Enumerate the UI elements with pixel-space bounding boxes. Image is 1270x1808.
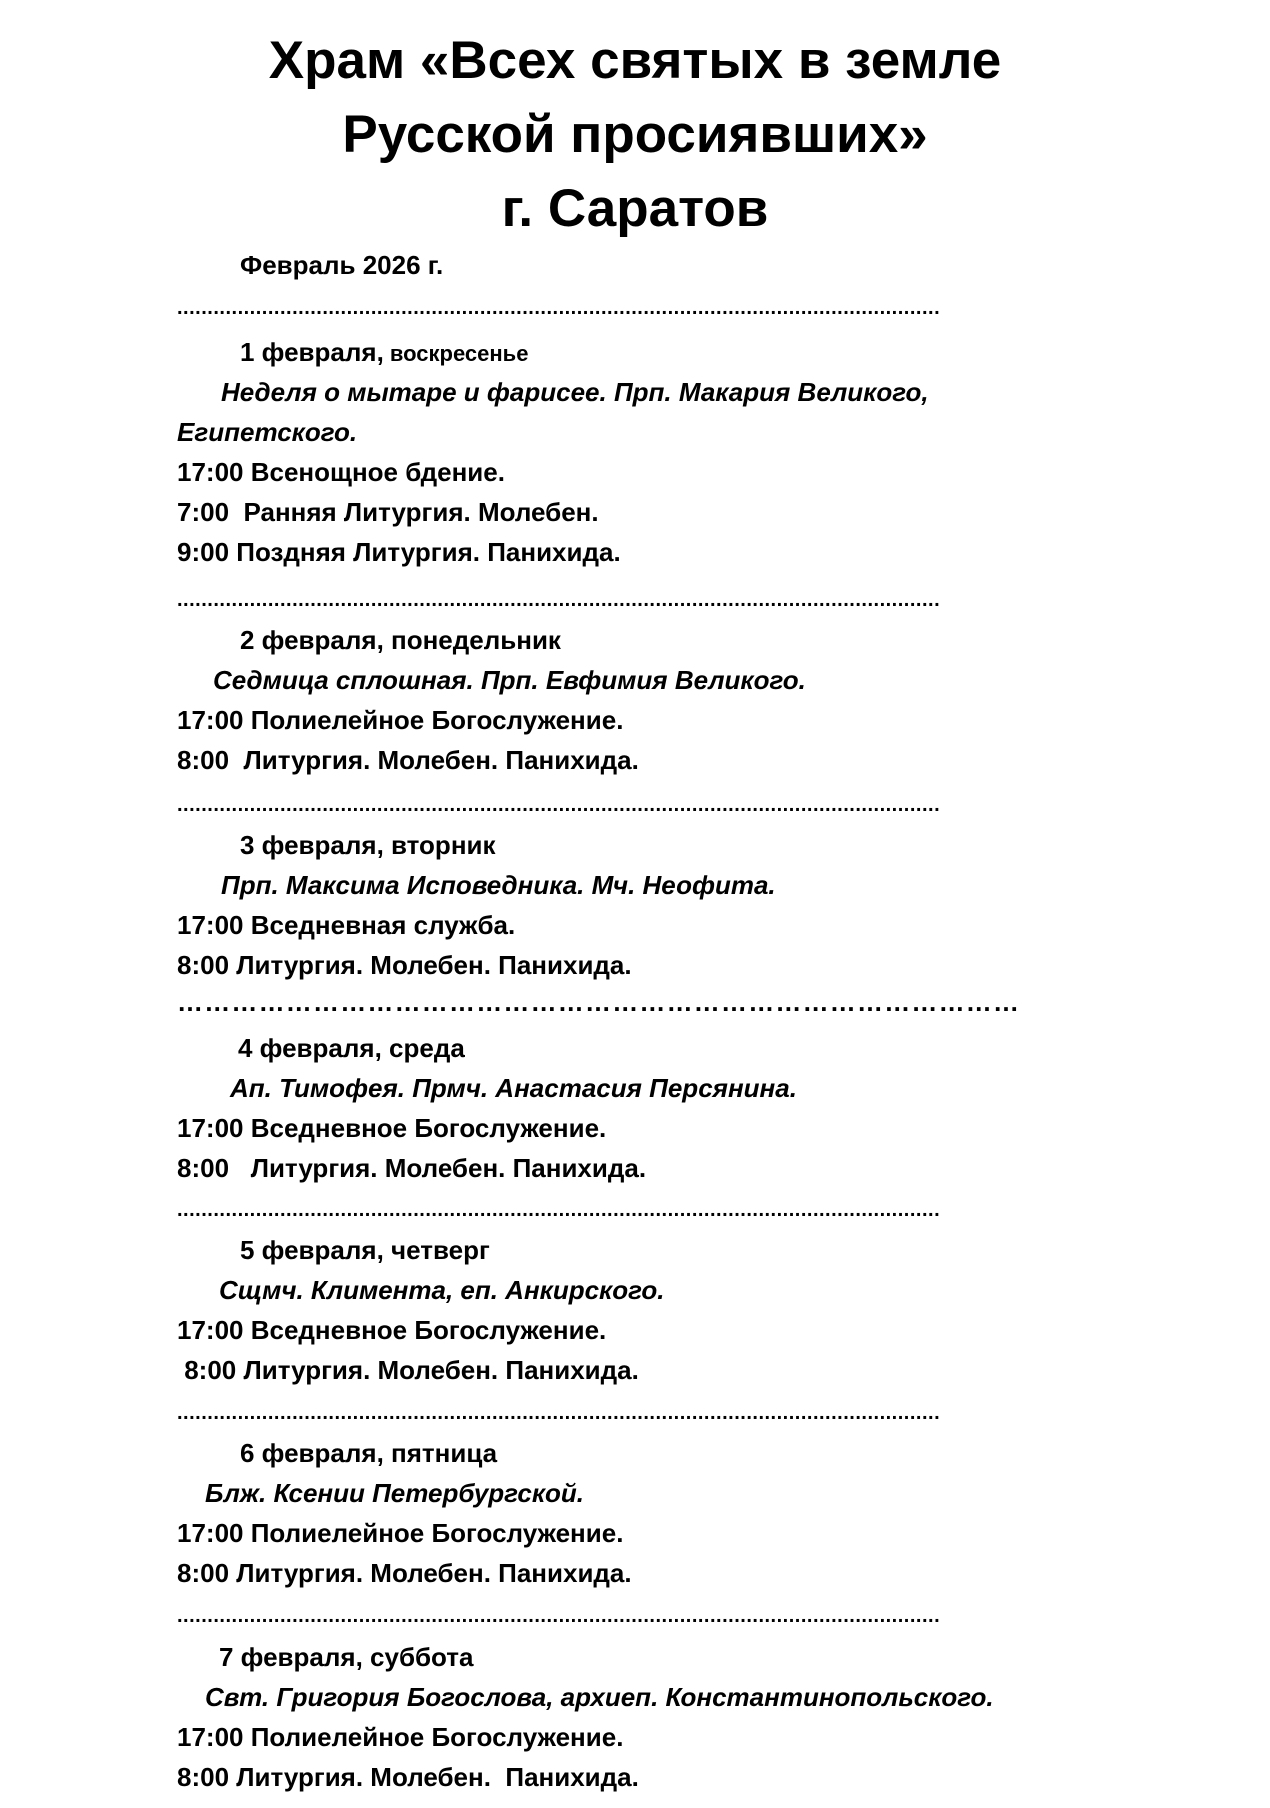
service-line: 8:00 Литургия. Молебен. Панихида. xyxy=(177,950,632,980)
day-date xyxy=(177,825,776,865)
day-date xyxy=(177,1230,664,1270)
separator: .............................................................................................................................. xyxy=(177,590,941,610)
separator: ………………………………………………………………………………… xyxy=(177,992,1021,1012)
date-text: 2 февраля, xyxy=(240,625,384,655)
service-line: 8:00 Литургия. Молебен. Панихида. xyxy=(177,1762,639,1792)
day-block-3 xyxy=(177,825,776,985)
service-line: 8:00 Литургия. Молебен. Панихида. xyxy=(177,1558,632,1588)
feast-line: Неделя о мытаре и фарисее. Прп. Макария Великого, xyxy=(221,377,929,407)
service-line: 8:00 Литургия. Молебен. Панихида. xyxy=(177,745,639,775)
day-block-6 xyxy=(177,1433,632,1593)
day-date xyxy=(177,1433,632,1473)
separator: .............................................................................................................................. xyxy=(177,1403,941,1423)
day-block-7 xyxy=(177,1637,994,1797)
weekday-text: понедельник xyxy=(383,625,561,655)
weekday-text: вторник xyxy=(383,830,496,860)
feast-line: Свт. Григория Богослова, архиеп. Константинопольского. xyxy=(205,1682,994,1712)
title-line-3: г. Саратов xyxy=(501,179,769,238)
date-text: 3 февраля, xyxy=(240,830,384,860)
date-text: 5 февраля, xyxy=(240,1235,384,1265)
day-block-5 xyxy=(177,1230,664,1390)
weekday-text: среда xyxy=(381,1033,465,1063)
weekday-text: пятница xyxy=(383,1438,498,1468)
service-line: 17:00 Вседневное Богослужение. xyxy=(177,1315,607,1345)
service-line: 17:00 Полиелейное Богослужение. xyxy=(177,1722,624,1752)
day-block-1 xyxy=(177,332,929,572)
date-text: 6 февраля, xyxy=(240,1438,384,1468)
service-line: 17:00 Полиелейное Богослужение. xyxy=(177,705,624,735)
feast-line: Блж. Ксении Петербургской. xyxy=(205,1478,585,1508)
service-line: 8:00 Литургия. Молебен. Панихида. xyxy=(177,1153,647,1183)
service-line: 7:00 Ранняя Литургия. Молебен. xyxy=(177,497,599,527)
separator: .............................................................................................................................. xyxy=(177,795,941,815)
weekday-text: воскресенье xyxy=(383,341,529,366)
service-line: 17:00 Вседневное Богослужение. xyxy=(177,1113,607,1143)
day-date xyxy=(177,1637,994,1677)
day-date xyxy=(177,332,929,372)
day-date xyxy=(177,1028,797,1068)
separator: .............................................................................................................................. xyxy=(177,298,941,318)
weekday-text: суббота xyxy=(362,1642,474,1672)
feast-line: Седмица сплошная. Прп. Евфимия Великого. xyxy=(213,665,806,695)
service-line: 9:00 Поздняя Литургия. Панихида. xyxy=(177,537,621,567)
service-line: 8:00 Литургия. Молебен. Панихида. xyxy=(177,1355,639,1385)
service-line: 17:00 Вседневная служба. xyxy=(177,910,516,940)
date-text: 4 февраля, xyxy=(238,1033,382,1063)
service-line: 17:00 Полиелейное Богослужение. xyxy=(177,1518,624,1548)
weekday-text: четверг xyxy=(383,1235,490,1265)
day-block-2 xyxy=(177,620,806,780)
feast-line: Сщмч. Климента, еп. Анкирского. xyxy=(219,1275,665,1305)
separator: .............................................................................................................................. xyxy=(177,1606,941,1626)
day-date xyxy=(177,620,806,660)
title-line-1: Храм «Всех святых в земле xyxy=(268,31,1002,90)
day-block-4 xyxy=(177,1028,797,1188)
month-heading: Февраль 2026 г. xyxy=(240,250,444,280)
service-line: 17:00 Всенощное бдение. xyxy=(177,457,505,487)
feast-line: Прп. Максима Исповедника. Мч. Неофита. xyxy=(221,870,776,900)
separator: .............................................................................................................................. xyxy=(177,1200,941,1220)
date-text: 1 февраля, xyxy=(240,337,384,367)
title-line-2: Русской просиявших» xyxy=(342,105,928,164)
date-text: 7 февраля, xyxy=(219,1642,363,1672)
document-title xyxy=(0,24,1270,246)
feast-line: Египетского. xyxy=(177,417,358,447)
feast-line: Ап. Тимофея. Прмч. Анастасия Персянина. xyxy=(230,1073,797,1103)
